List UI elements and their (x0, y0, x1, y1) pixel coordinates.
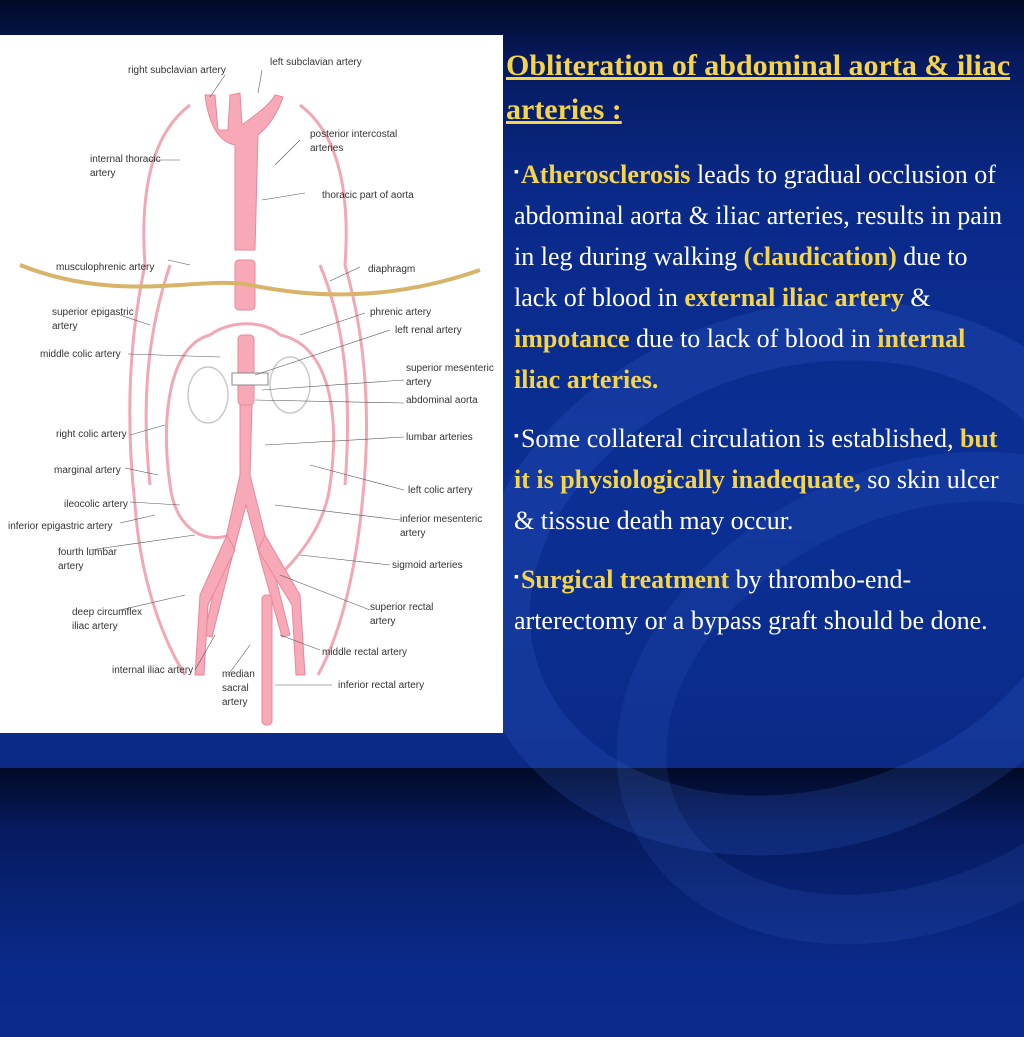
label-sigmoid: sigmoid arteries (392, 560, 463, 571)
label-fourth-lumbar: fourth lumbar (58, 547, 117, 558)
label-inferior-mesenteric: inferior mesenteric (400, 514, 483, 525)
label-median-sacral-3: artery (222, 697, 248, 708)
label-internal-thoracic-2: artery (90, 168, 116, 179)
label-thoracic-aorta: thoracic part of aorta (322, 190, 414, 201)
label-left-subclavian: left subclavian artery (270, 57, 362, 68)
renal-clamp (232, 373, 268, 385)
label-superior-rectal-2: artery (370, 616, 396, 627)
arterial-anatomy-diagram (0, 35, 503, 733)
label-ileocolic: ileocolic artery (64, 499, 128, 510)
label-posterior-intercostal: posterior intercostal (310, 129, 398, 140)
label-middle-rectal: middle rectal artery (322, 647, 408, 658)
bullet-marker: ▪ (514, 570, 519, 585)
label-abdominal-aorta: abdominal aorta (406, 395, 478, 406)
left-kidney (270, 357, 310, 413)
label-deep-circumflex-2: iliac artery (72, 621, 118, 632)
label-median-sacral-2: sacral (222, 683, 249, 694)
label-inferior-mesenteric-2: artery (400, 528, 426, 539)
label-right-colic: right colic artery (56, 429, 127, 440)
bullet-collateral-circulation: ▪Some collateral circulation is established, but it is physiologically inadequate, so skin ulcer & tisssue death may occur. (514, 424, 999, 535)
label-superior-epigastric: superior epigastric (52, 307, 134, 318)
right-kidney (188, 367, 228, 423)
label-superior-epigastric-2: artery (52, 321, 78, 332)
label-inferior-rectal: inferior rectal artery (338, 680, 425, 691)
slide-title: Obliteration of abdominal aorta & iliac arteries : (506, 49, 1011, 126)
label-middle-colic: middle colic artery (40, 349, 121, 360)
slide-content (514, 152, 1014, 657)
transverse-colon-loop (210, 324, 280, 335)
bullet-marker: ▪ (514, 429, 519, 444)
rectal-segment (262, 595, 272, 725)
label-deep-circumflex: deep circumflex (72, 607, 143, 618)
label-superior-rectal: superior rectal (370, 602, 434, 613)
bullet-atherosclerosis: ▪Atherosclerosis leads to gradual occlusion of abdominal aorta & iliac arteries, results in pain in leg during walking (claudication) due to lack of blood in external iliac artery & impotance due to lack of blood in internal iliac arteries. (514, 160, 1003, 394)
label-phrenic: phrenic artery (370, 307, 432, 318)
label-inferior-epigastric: inferior epigastric artery (8, 521, 113, 532)
label-diaphragm: diaphragm (368, 264, 416, 275)
label-superior-mesenteric-2: artery (406, 377, 432, 388)
label-superior-mesenteric: superior mesenteric (406, 363, 494, 374)
bullet-marker: ▪ (514, 165, 519, 180)
label-left-colic: left colic artery (408, 485, 473, 496)
celiac-segment (238, 335, 254, 405)
right-internal-thoracic-vessel (130, 105, 190, 675)
label-posterior-intercostal-2: arteries (310, 143, 344, 154)
label-median-sacral: median (222, 669, 255, 680)
label-left-renal: left renal artery (395, 325, 462, 336)
label-internal-iliac: internal iliac artery (112, 665, 194, 676)
right-colon-loop (166, 335, 230, 538)
label-fourth-lumbar-2: artery (58, 561, 84, 572)
bullet-surgical-treatment: ▪Surgical treatment by thrombo-end-arterectomy or a bypass graft should be done. (514, 565, 988, 635)
label-marginal: marginal artery (54, 465, 121, 476)
label-musculophrenic: musculophrenic artery (56, 262, 155, 273)
label-right-subclavian: right subclavian artery (128, 65, 226, 76)
label-internal-thoracic: internal thoracic (90, 154, 161, 165)
aortic-arch-shape (205, 93, 283, 250)
label-lumbar: lumbar arteries (406, 432, 473, 443)
abdominal-aorta-bifurcation (204, 405, 290, 637)
